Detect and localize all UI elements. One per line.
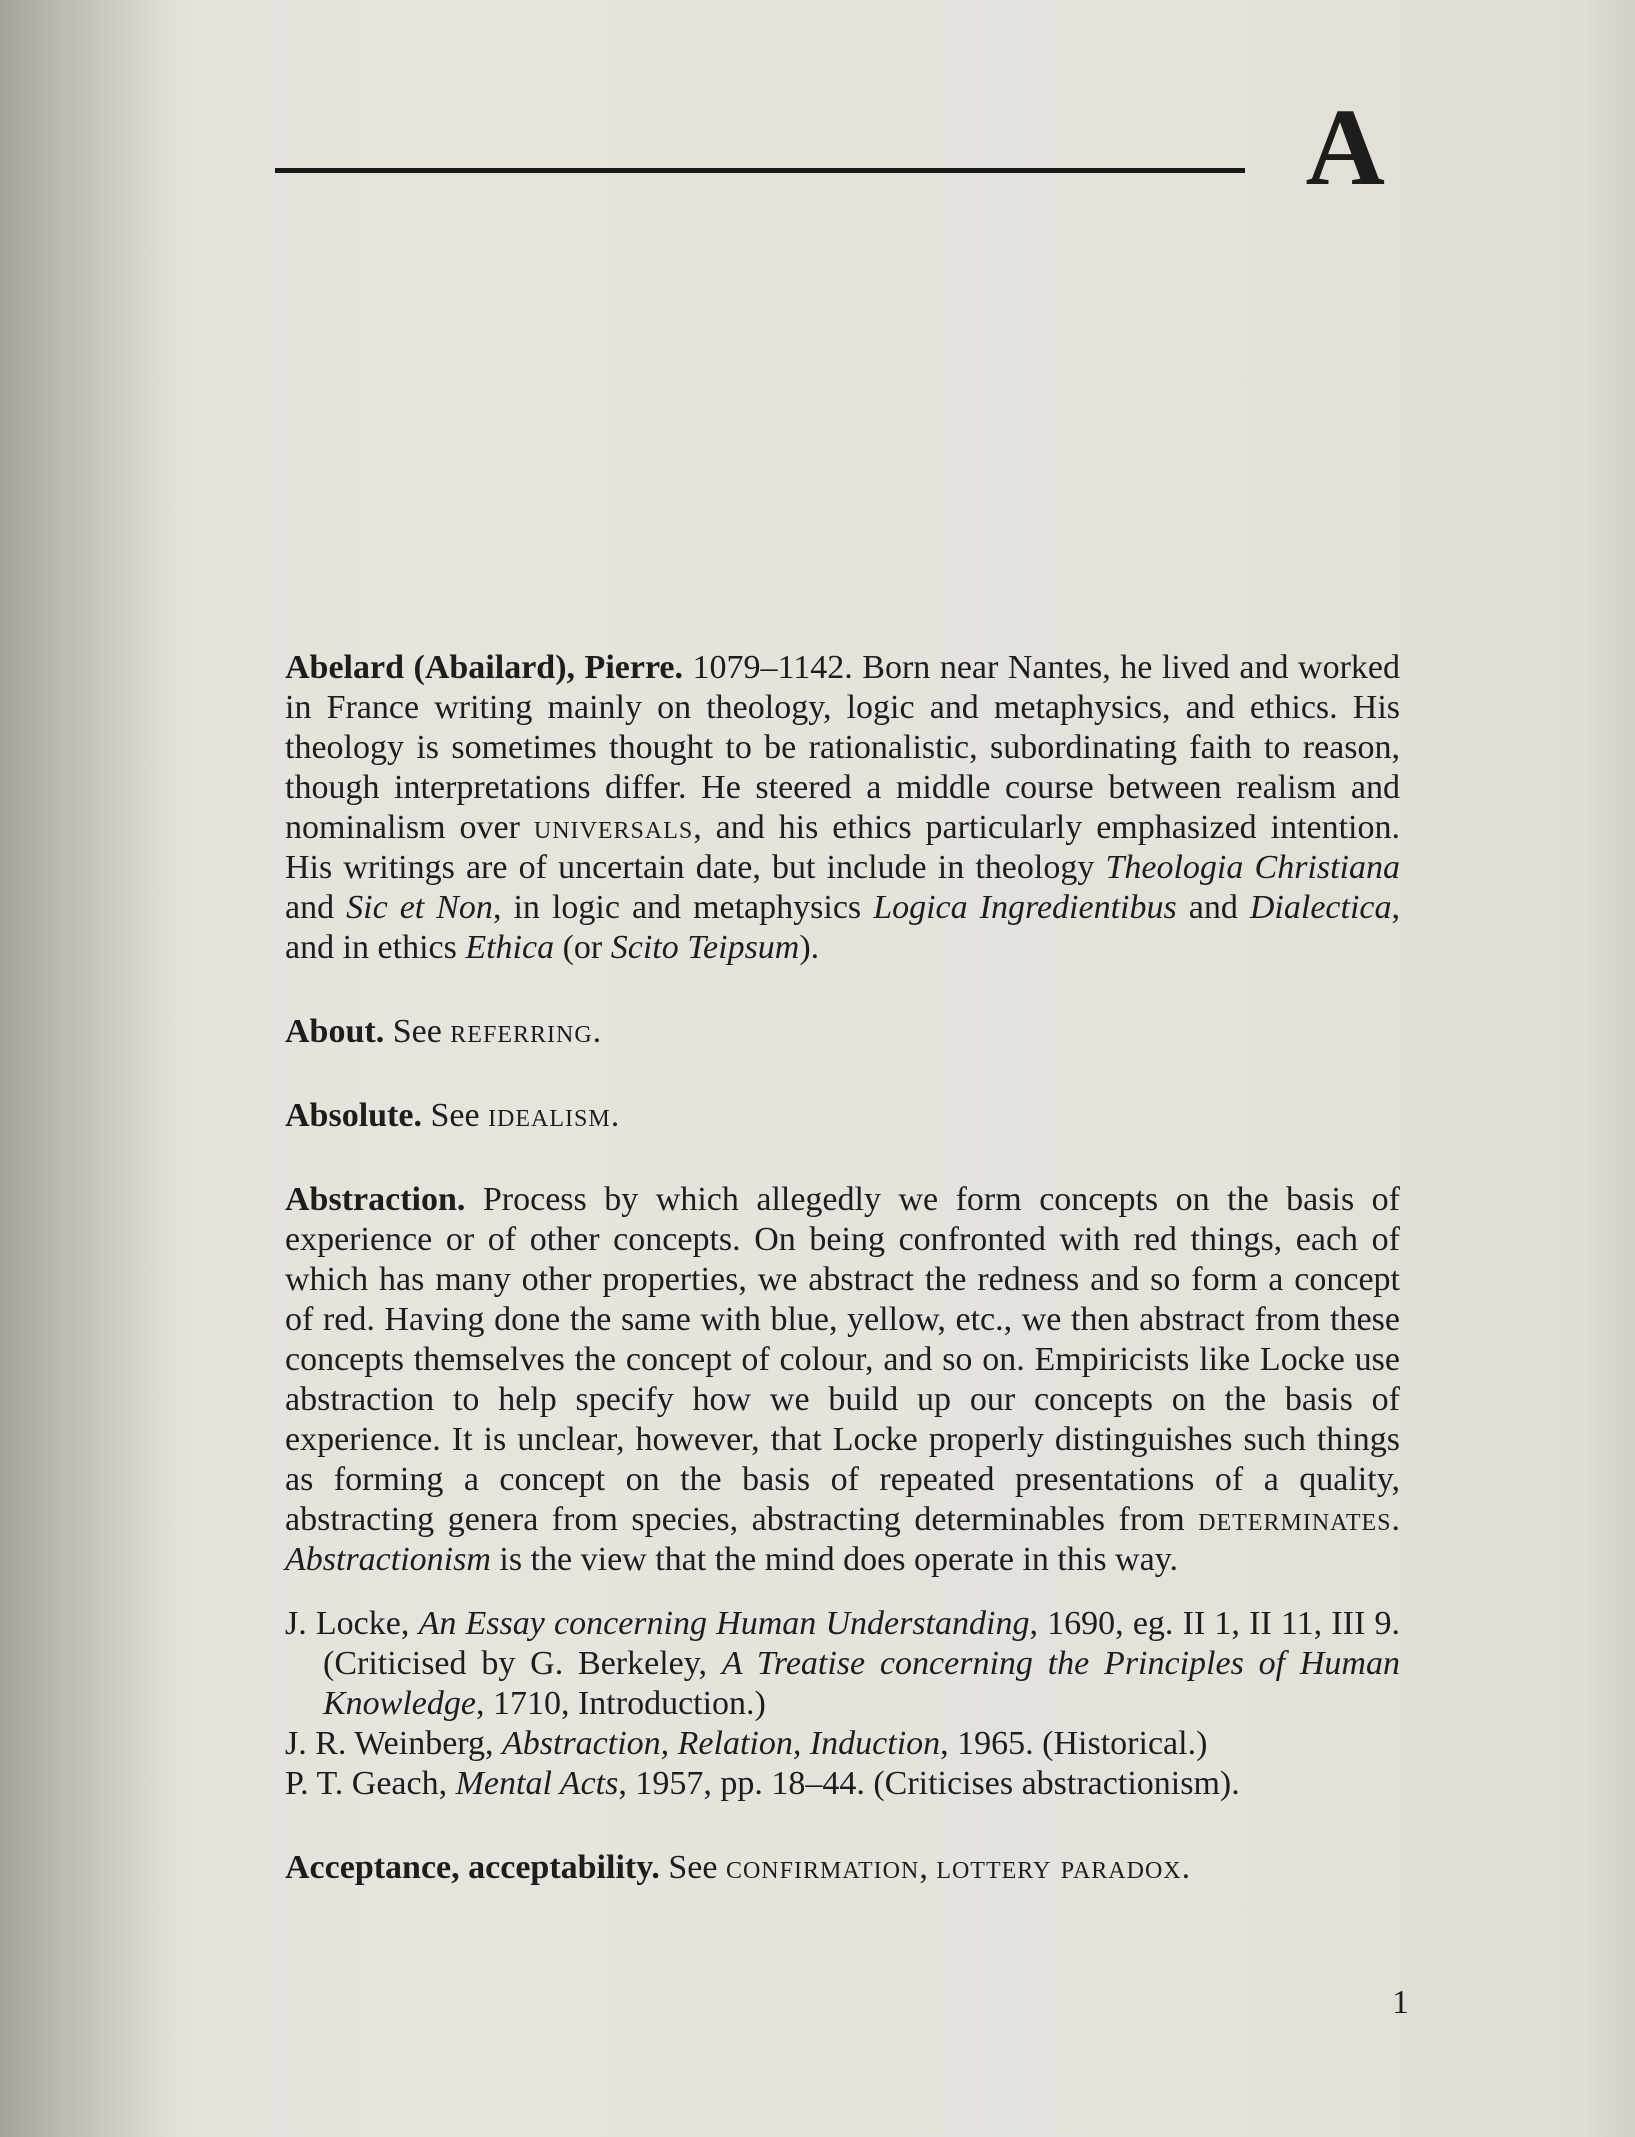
dictionary-entries [285, 648, 1400, 1932]
term: Abstractionism [285, 1541, 491, 1578]
section-header [275, 86, 1385, 208]
cross-reference: lottery paradox [936, 1849, 1182, 1886]
work-title: Dialectica [1249, 889, 1392, 926]
headword: About. [285, 1013, 385, 1050]
cross-reference: idealism [488, 1097, 611, 1134]
entry-about [285, 1012, 1400, 1052]
cross-reference: confirmation [725, 1849, 920, 1886]
header-rule [275, 168, 1245, 173]
entry-text: Absolute. See idealism. [285, 1097, 620, 1134]
work-title: A Treatise concerning the Principles of Human Knowledge [323, 1645, 1400, 1722]
gutter-shadow [0, 0, 180, 2137]
entry-text: Acceptance, acceptability. See confirmation, lottery paradox. [285, 1849, 1191, 1886]
work-title: Abstraction, Relation, Induction [502, 1725, 941, 1762]
headword: Acceptance, acceptability. [285, 1849, 660, 1886]
entry-text: Abelard (Abailard), Pierre. 1079–1142. Born near Nantes, he lived and worked in France writing mainly on theology, logic and metaphysics, and ethics. His theology is sometimes thought to be rationalistic, subordinating faith to reason, though interpretations differ. He steered a middle course between realism and nominalism over universals, and his ethics particularly emphasized intention. His writings are of uncertain date, but include in theology Theologia Christiana and Sic et Non, in logic and metaphysics Logica Ingredientibus and Dialectica, and in ethics Ethica (or Scito Teipsum). [285, 649, 1401, 966]
work-title: Scito Teipsum [610, 929, 800, 966]
reference-item: J. Locke, An Essay concerning Human Understanding, 1690, eg. II 1, II 11, III 9. (Criticised by G. Berkeley, A Treatise concerning the Principles of Human Knowledge, 1710, Introduction.) [285, 1605, 1401, 1722]
cross-reference: determinates [1198, 1501, 1392, 1538]
reference-item: P. T. Geach, Mental Acts, 1957, pp. 18–44. (Criticises abstractionism). [285, 1765, 1240, 1802]
work-title: Logica Ingredientibus [873, 889, 1177, 926]
cross-reference: referring [450, 1013, 593, 1050]
reading-list [285, 1604, 1400, 1804]
work-title: Ethica [465, 929, 555, 966]
page-number: 1 [1392, 1984, 1409, 2021]
work-title: Theologia Christiana [1105, 849, 1400, 886]
reference-item: J. R. Weinberg, Abstraction, Relation, Induction, 1965. (Historical.) [285, 1725, 1208, 1762]
work-title: Sic et Non [346, 889, 493, 926]
work-title: Mental Acts [455, 1765, 619, 1802]
headword: Abstraction. [285, 1181, 466, 1218]
work-title: An Essay concerning Human Understanding [418, 1605, 1030, 1642]
entry-text: Abstraction. Process by which allegedly we form concepts on the basis of experience or of other concepts. On being confronted with red things, each of which has many other properties, we abstract the redness and so form a concept of red. Having done the same with blue, yellow, etc., we then abstract from these concepts themselves the concept of colour, and so on. Empiricists like Locke use abstraction to help specify how we build up our concepts on the basis of experience. It is unclear, however, that Locke properly distinguishes such things as forming a concept on the basis of repeated presentations of a quality, abstracting genera from species, abstracting determinables from determinates. Abstractionism is the view that the mind does operate in this way. [285, 1181, 1400, 1578]
entry-text: About. See referring. [285, 1013, 602, 1050]
headword: Abelard (Abailard), Pierre. [285, 649, 684, 686]
entry-acceptance [285, 1848, 1400, 1888]
headword: Absolute. [285, 1097, 422, 1134]
section-letter: A [1305, 86, 1385, 208]
cross-reference: universals [533, 809, 694, 846]
entry-abelard [285, 648, 1400, 968]
entry-absolute [285, 1096, 1400, 1136]
entry-abstraction [285, 1180, 1400, 1580]
